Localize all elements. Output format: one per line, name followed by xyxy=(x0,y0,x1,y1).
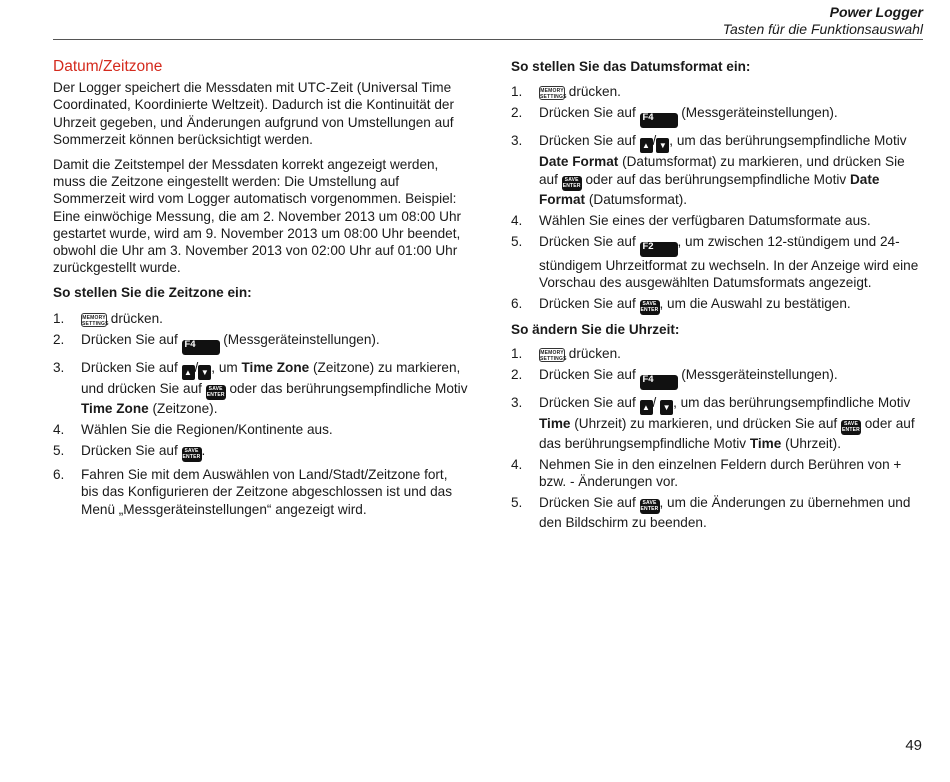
list-item: 5. Drücken Sie auf SAVE ENTER. xyxy=(53,443,206,461)
up-arrow-key-icon: ▲ xyxy=(640,138,653,153)
step-number: 5. xyxy=(511,234,523,250)
list-item: 1. MEMORY SETTINGS drücken. xyxy=(511,84,621,101)
memory-settings-key-icon: MEMORY SETTINGS xyxy=(540,349,567,362)
save-enter-key-icon: SAVE ENTER xyxy=(182,448,201,461)
f4-key-icon: F4 xyxy=(640,375,678,390)
down-arrow-key-icon: ▼ xyxy=(660,400,673,415)
f4-key-icon: F4 xyxy=(640,113,678,128)
date-format-steps xyxy=(511,83,923,315)
step-number: 1. xyxy=(511,345,523,361)
step-number: 1. xyxy=(511,84,523,100)
step-number: 3. xyxy=(511,133,523,149)
list-item: 3. Drücken Sie auf ▲ / ▼ , um Time Zone (Zeitzone) zu markieren, und drücken Sie auf SAVE ENTER oder das berührungsempfindliche Motiv Time Zone (Zeitzone). xyxy=(53,359,468,416)
step-number: 2. xyxy=(53,331,65,347)
save-enter-key-icon: SAVE ENTER xyxy=(841,420,860,433)
list-item: 5. Drücken Sie auf SAVE ENTER, um die Änderungen zu übernehmen und den Bildschirm zu beenden. xyxy=(511,495,911,531)
step-number: 1. xyxy=(53,310,65,326)
list-item: 2. Drücken Sie auf F4 (Messgeräteinstellungen). xyxy=(511,366,923,390)
date-format-heading: So stellen Sie das Datumsformat ein: xyxy=(511,59,751,74)
page-number: 49 xyxy=(905,737,922,754)
step-number: 4. xyxy=(53,422,65,438)
memory-settings-key-icon: MEMORY SETTINGS xyxy=(82,314,109,327)
list-item: 4. Wählen Sie die Regionen/Kontinente aus. xyxy=(53,422,333,438)
step-number: 3. xyxy=(511,394,523,410)
step-number: 6. xyxy=(511,296,523,312)
time-heading: So ändern Sie die Uhrzeit: xyxy=(511,322,680,338)
step-number: 2. xyxy=(511,105,523,121)
time-steps xyxy=(511,345,923,532)
up-arrow-key-icon: ▲ xyxy=(182,365,195,380)
left-column xyxy=(53,58,468,524)
list-item: 2. Drücken Sie auf F4 (Messgeräteinstellungen). xyxy=(511,104,923,128)
step-number: 5. xyxy=(511,495,523,511)
section-title: Datum/Zeitzone xyxy=(53,58,163,75)
step-number: 6. xyxy=(53,467,65,483)
list-item: 3. Drücken Sie auf ▲ / ▼ , um das berührungsempfindliche Motiv Time (Uhrzeit) zu markieren, und drücken Sie auf SAVE ENTER oder auf das berührungsempfindliche Motiv Time (Uhrzeit). xyxy=(511,394,915,451)
step-number: 5. xyxy=(53,443,65,459)
list-item: 1. MEMORY SETTINGS drücken. xyxy=(53,310,163,327)
timezone-heading: So stellen Sie die Zeitzone ein: xyxy=(53,285,252,301)
save-enter-key-icon: SAVE ENTER xyxy=(640,500,659,513)
header-subtitle: Tasten für die Funktionsauswahl xyxy=(722,21,923,37)
up-arrow-key-icon: ▲ xyxy=(640,400,653,415)
down-arrow-key-icon: ▼ xyxy=(198,365,211,380)
timezone-paragraph: Damit die Zeitstempel der Messdaten korrekt angezeigt werden, muss die Zeitzone eingestellt werden: Die Umstellung auf Sommerzeit wird vom Logger automatisch vorgenommen. Beispiel: Eine einwöchige Messung, die am 2. November 2013 um 08:00 Uhr gestartet wurde, wird am 9. November 2013 um 08:00 Uhr beendet, obwohl die Uhr am 3. November 2013 von 02:00 Uhr auf 01:00 Uhr zurückgestellt wurde. xyxy=(53,157,462,276)
step-number: 4. xyxy=(511,212,523,228)
list-item: 3. Drücken Sie auf ▲ / ▼ , um das berührungsempfindliche Motiv Date Format (Datumsformat) zu markieren, und drücken Sie auf SAVE ENTER oder auf das berührungsempfindliche Motiv Date Format (Datumsformat). xyxy=(511,133,907,207)
intro-paragraph: Der Logger speichert die Messdaten mit UTC-Zeit (Universal Time Coordinated, Koordinierte Weltzeit). Dadurch ist die Kontinuität der Uhrzeit gegeben, und Änderungen aufgrund von Umstellungen auf Sommerzeit können berücksichtigt werden. xyxy=(53,80,454,147)
header-title: Power Logger xyxy=(829,4,923,20)
list-item: 4. Nehmen Sie in den einzelnen Feldern durch Berühren von + bzw. - Änderungen vor. xyxy=(511,457,902,490)
list-item: 4. Wählen Sie eines der verfügbaren Datumsformate aus. xyxy=(511,212,871,228)
f2-key-icon: F2 xyxy=(640,242,678,257)
list-item: 5. Drücken Sie auf F2 , um zwischen 12-stündigem und 24-stündigem Uhrzeitformat zu wechseln. In der Anzeige wird eine Vorschau des ausgewählten Datumsformats angezeigt. xyxy=(511,234,919,291)
header-divider xyxy=(53,39,923,40)
save-enter-key-icon: SAVE ENTER xyxy=(640,301,659,314)
f4-key-icon: F4 xyxy=(182,340,220,355)
save-enter-key-icon: SAVE ENTER xyxy=(562,176,581,189)
memory-settings-key-icon: MEMORY SETTINGS xyxy=(540,88,567,101)
step-number: 2. xyxy=(511,366,523,382)
page-header xyxy=(723,4,923,38)
list-item: 1. MEMORY SETTINGS drücken. xyxy=(511,345,621,362)
list-item: 6. Drücken Sie auf SAVE ENTER, um die Auswahl zu bestätigen. xyxy=(511,296,851,314)
down-arrow-key-icon: ▼ xyxy=(656,138,669,153)
list-item: 6. Fahren Sie mit dem Auswählen von Land/Stadt/Zeitzone fort, bis das Konfigurieren der Zeitzone abgeschlossen ist und das Menü „Messgeräteinstellungen“ angezeigt wird. xyxy=(53,467,453,517)
timezone-steps xyxy=(53,310,468,518)
list-item: 2. Drücken Sie auf F4 (Messgeräteinstellungen). xyxy=(53,331,468,355)
step-number: 4. xyxy=(511,457,523,473)
step-number: 3. xyxy=(53,359,65,375)
save-enter-key-icon: SAVE ENTER xyxy=(206,385,225,398)
right-column xyxy=(511,58,923,538)
